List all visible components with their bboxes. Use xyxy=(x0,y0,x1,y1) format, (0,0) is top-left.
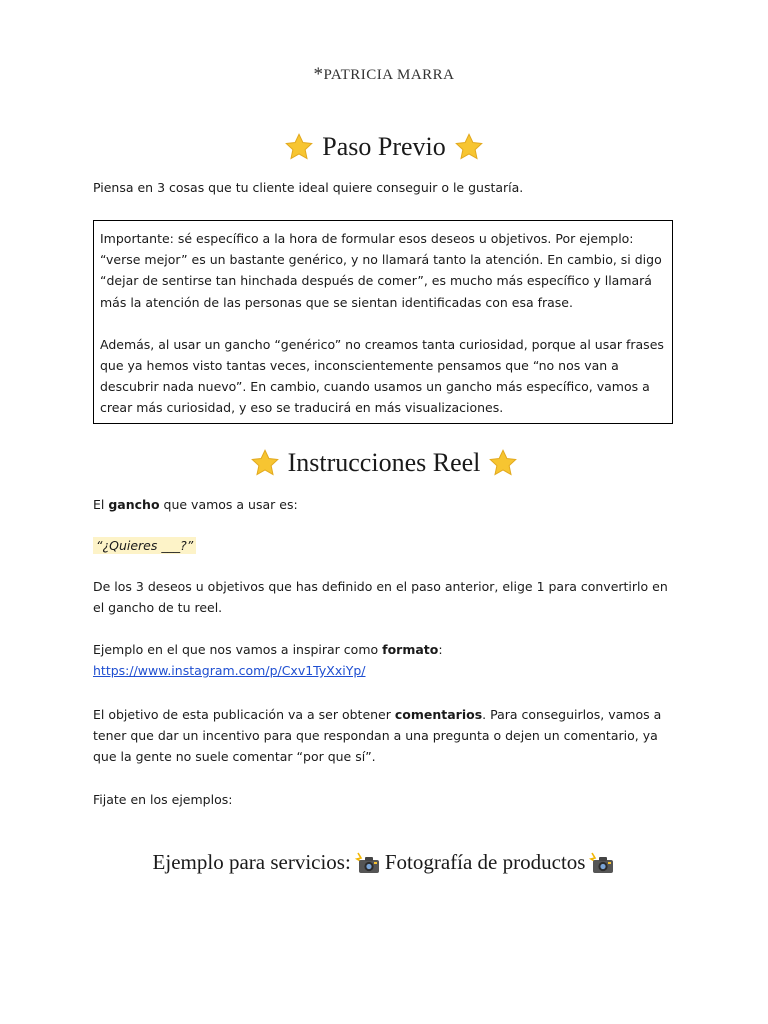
brand-name: PATRICIA MARRA xyxy=(323,67,455,83)
section-heading-instrucciones xyxy=(0,448,768,478)
instagram-link[interactable]: https://www.instagram.com/p/Cxv1TyXxiYp/ xyxy=(93,663,366,678)
section-heading-paso-previo xyxy=(0,132,768,162)
note-paragraph-2: Además, al usar un gancho “genérico” no creamos tanta curiosidad, porque al usar frases que ya hemos visto tantas veces, inconscientemente pensamos que “no nos van a descubrir nada nuevo”. En cambio, cuando usamos un gancho más específico, vamos a crear más curiosidad, y eso se traducirá en más visualizaciones. xyxy=(100,336,664,416)
step-text: De los 3 deseos u objetivos que has definido en el paso anterior, elige 1 para convertirlo en el gancho de tu reel. xyxy=(93,579,668,615)
star-icon xyxy=(250,448,280,478)
look-text: Fijate en los ejemplos: xyxy=(93,792,233,807)
camera-flash-icon xyxy=(589,851,615,875)
text-segment: : xyxy=(438,642,443,657)
text-segment: Ejemplo en el que nos vamos a inspirar como xyxy=(93,642,383,657)
hook-keyword: gancho xyxy=(108,497,160,512)
brand-logo xyxy=(0,64,768,86)
text-segment: El objetivo de esta publicación va a ser obtener xyxy=(93,707,395,722)
star-icon xyxy=(454,132,484,162)
text-segment: que vamos a usar es: xyxy=(159,497,298,512)
format-text xyxy=(93,639,675,681)
brand-asterisk: * xyxy=(313,64,324,85)
section-title: Paso Previo xyxy=(322,132,446,161)
example-prefix: Ejemplo para servicios: xyxy=(152,850,351,874)
example-heading xyxy=(0,850,768,875)
camera-flash-icon xyxy=(355,851,381,875)
hook-example: “¿Quieres ___?” xyxy=(93,537,196,554)
star-icon xyxy=(284,132,314,162)
important-note-box xyxy=(93,220,673,424)
hook-intro xyxy=(93,494,675,515)
section-title: Instrucciones Reel xyxy=(287,448,481,477)
intro-text: Piensa en 3 cosas que tu cliente ideal quiere conseguir o le gustaría. xyxy=(93,180,524,195)
star-icon xyxy=(488,448,518,478)
example-label: Fotografía de productos xyxy=(384,850,586,874)
goal-text xyxy=(93,704,675,767)
hook-example-line xyxy=(93,535,675,556)
text-segment: El xyxy=(93,497,109,512)
format-keyword: formato xyxy=(382,642,439,657)
note-paragraph-1: Importante: sé específico a la hora de formular esos deseos u objetivos. Por ejemplo: “verse mejor” es un bastante genérico, y no llamará tanto la atención. En cambio, si digo “dejar de sentirse tan hinchada después de comer”, es mucho más específico y llamará más la atención de las personas que se sientan identificadas con esa frase. xyxy=(100,231,662,310)
text-segment: . Para conseguirlos, vamos a tener que dar un incentivo para que respondan a una pregunta o dejen un comentario, ya que la gente no suele comentar “por que sí”. xyxy=(93,707,662,764)
goal-keyword: comentarios xyxy=(394,707,483,722)
